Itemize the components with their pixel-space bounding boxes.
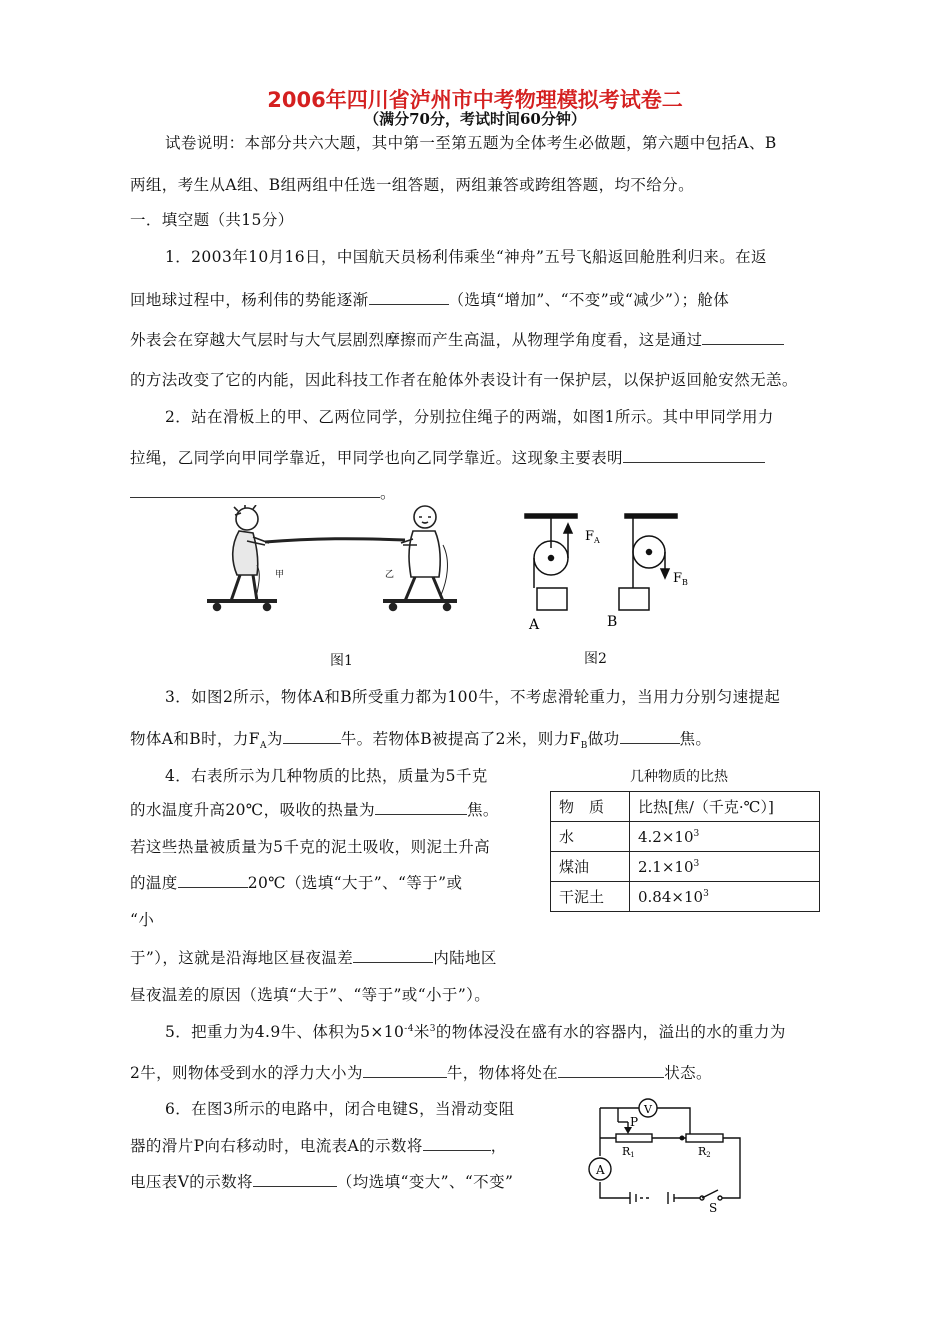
q2-line-2 — [130, 448, 765, 468]
q5-exp-2: 3 — [429, 1023, 436, 1034]
q6-text-2a: 器的滑片P向右移动时，电流表A的示数将 — [130, 1137, 423, 1155]
fig2-label-b: B — [607, 614, 618, 630]
q5-text-1c: 的物体浸没在盛有水的容器内，溢出的水的重力为 — [435, 1023, 786, 1041]
figure-3-circuit — [578, 1094, 748, 1216]
q6-blank-2[interactable] — [253, 1172, 337, 1187]
q5-blank-1[interactable] — [363, 1063, 447, 1078]
fig2-force-b: $F_B$ — [673, 571, 688, 587]
q6-line-2 — [130, 1136, 507, 1156]
q4-blank-2[interactable] — [178, 873, 248, 888]
fig1-label-jia: 甲 — [275, 570, 285, 580]
q2-blank-1[interactable] — [623, 448, 765, 463]
figure-1-caption: 图1 — [330, 653, 353, 669]
q5-text-1a: 5．把重力为4.9牛、体积为5×10 — [165, 1023, 405, 1041]
fig3-label-p: P — [630, 1115, 639, 1129]
q6-blank-1[interactable] — [423, 1136, 491, 1151]
fig2-force-a: $F_A$ — [585, 529, 600, 545]
q1-text-2b: （选填“增加”、“不变”或“减少”）；舱体 — [448, 291, 730, 309]
heat-table-caption: 几种物质的比热 — [630, 769, 728, 785]
q1-line-3 — [130, 330, 784, 350]
skateboard-left — [207, 601, 277, 611]
table-row — [551, 882, 820, 912]
table-header-cell: 比热[焦/（千克·℃）] — [630, 792, 820, 822]
q4-text-2a: 的水温度升高20℃，吸收的热量为 — [130, 801, 375, 819]
table-cell: 干泥土 — [551, 882, 630, 912]
table-cell: $0.84\times 10^3$ — [630, 882, 820, 912]
q3-text-a: 物体A和B时，力F — [130, 730, 260, 748]
q3-text-c: 牛。若物体B被提高了2米，则力F — [340, 730, 581, 748]
q6-line-1: 6．在图3所示的电路中，闭合电键S，当滑动变阻 — [165, 1100, 515, 1118]
q4-text-4b: 20℃（选填“大于”、“等于”或 — [247, 874, 463, 892]
page-subtitle: （满分70分，考试时间60分钟） — [364, 110, 586, 128]
section-heading: 一．填空题（共15分） — [130, 211, 294, 229]
table-cell: 煤油 — [551, 852, 630, 882]
fig3-label-v: V — [644, 1103, 652, 1116]
figure-2-caption: 图2 — [584, 651, 607, 667]
q2-text-2: 拉绳，乙同学向甲同学靠近，甲同学也向乙同学靠近。这现象主要表明 — [130, 449, 623, 467]
q6-line-3 — [130, 1172, 513, 1192]
q2-line-3 — [130, 483, 396, 503]
student-jia-illustration — [231, 505, 269, 601]
q4-line-5: “小 — [130, 911, 155, 929]
q1-text-2a: 回地球过程中，杨利伟的势能逐渐 — [130, 291, 369, 309]
q1-blank-2[interactable] — [702, 330, 784, 345]
q1-line-4: 的方法改变了它的内能，因此科技工作者在舱体外表设计有一保护层，以保护返回舱安然无恙。 — [130, 371, 798, 389]
q5-text-2a: 2牛，则物体受到水的浮力大小为 — [130, 1064, 363, 1082]
q3-line-2 — [130, 729, 712, 752]
q3-line-1: 3．如图2所示，物体A和B所受重力都为100牛，不考虑滑轮重力，当用力分别匀速提起 — [165, 688, 781, 706]
pulley-b-movable — [619, 514, 677, 610]
q3-blank-1[interactable] — [283, 729, 341, 744]
q4-blank-3[interactable] — [353, 948, 433, 963]
intro-line-1: 试卷说明：本部分共六大题，其中第一至第五题为全体考生必做题，第六题中包括A、B — [165, 134, 777, 152]
q5-text-1b: 米 — [413, 1023, 430, 1041]
fig1-label-yi: 乙 — [385, 570, 395, 580]
q5-exp-1: -4 — [404, 1023, 414, 1034]
table-row — [551, 822, 820, 852]
q5-text-2c: 状态。 — [664, 1064, 712, 1082]
q3-text-d: 做功 — [587, 730, 620, 748]
q3-text-e: 焦。 — [679, 730, 712, 748]
q2-blank-2[interactable] — [130, 483, 380, 498]
fig3-label-r1: R1 — [622, 1145, 635, 1159]
q4-blank-1[interactable] — [375, 800, 467, 815]
fig2-label-a: A — [529, 617, 540, 633]
student-yi-illustration — [401, 506, 447, 601]
fig3-label-a: A — [596, 1163, 605, 1177]
pulley-a-fixed — [525, 514, 577, 610]
table-cell: 水 — [551, 822, 630, 852]
q1-line-1: 1．2003年10月16日，中国航天员杨利伟乘坐“神舟”五号飞船返回舱胜利归来。在返 — [165, 248, 767, 266]
q5-line-2 — [130, 1063, 712, 1083]
q3-sub-c: B — [580, 741, 588, 752]
q6-text-2b: ， — [490, 1137, 507, 1155]
q2-line-1: 2．站在滑板上的甲、乙两位同学，分别拉住绳子的两端，如图1所示。其中甲同学用力 — [165, 408, 774, 426]
table-header-cell: 物 质 — [551, 792, 630, 822]
q4-line-1: 4．右表所示为几种物质的比热，质量为5千克 — [165, 767, 488, 785]
table-header-row — [551, 792, 820, 822]
q1-line-2 — [130, 290, 729, 310]
table-row — [551, 852, 820, 882]
fig3-label-s: S — [709, 1201, 718, 1215]
q6-text-3a: 电压表V的示数将 — [130, 1173, 253, 1191]
q4-line-3: 若这些热量被质量为5千克的泥土吸收，则泥土升高 — [130, 838, 491, 856]
intro-line-2: 两组，考生从A组、B组两组中任选一组答题，两组兼答或跨组答题，均不给分。 — [130, 176, 694, 194]
q6-text-3b: （均选填“变大”、“不变” — [336, 1173, 514, 1191]
table-cell: $2.1\times 10^3$ — [630, 852, 820, 882]
figure-1-tug-of-war — [195, 505, 470, 615]
q3-blank-2[interactable] — [620, 729, 680, 744]
table-cell: $4.2\times 10^3$ — [630, 822, 820, 852]
q4-line-7: 昼夜温差的原因（选填“大于”、“等于”或“小于”）。 — [130, 986, 491, 1004]
q4-line-2 — [130, 800, 499, 820]
q3-sub-a: A — [259, 741, 267, 752]
q1-text-3a: 外表会在穿越大气层时与大气层剧烈摩擦而产生高温，从物理学角度看，这是通过 — [130, 331, 703, 349]
q5-line-1 — [165, 1022, 786, 1042]
q5-text-2b: 牛，物体将处在 — [446, 1064, 559, 1082]
q3-text-b: 为 — [266, 730, 283, 748]
q4-line-6 — [130, 948, 497, 968]
q4-text-6a: 于”），这就是沿海地区昼夜温差 — [130, 949, 354, 967]
resistor-r1 — [616, 1134, 652, 1142]
q2-text-3: 。 — [380, 484, 396, 502]
q4-text-4a: 的温度 — [130, 874, 178, 892]
skateboard-right — [383, 601, 457, 611]
q5-blank-2[interactable] — [558, 1063, 664, 1078]
q4-text-6b: 内陆地区 — [433, 949, 497, 967]
page-title: 2006年四川省泸州市中考物理模拟考试卷二 — [267, 88, 683, 112]
q4-text-2b: 焦。 — [466, 801, 499, 819]
figure-2-pulleys — [515, 510, 700, 635]
q4-line-4 — [130, 873, 462, 893]
q1-blank-1[interactable] — [369, 290, 449, 305]
resistor-r2 — [686, 1134, 723, 1142]
specific-heat-table — [550, 791, 820, 912]
fig3-label-r2: R2 — [698, 1145, 711, 1159]
